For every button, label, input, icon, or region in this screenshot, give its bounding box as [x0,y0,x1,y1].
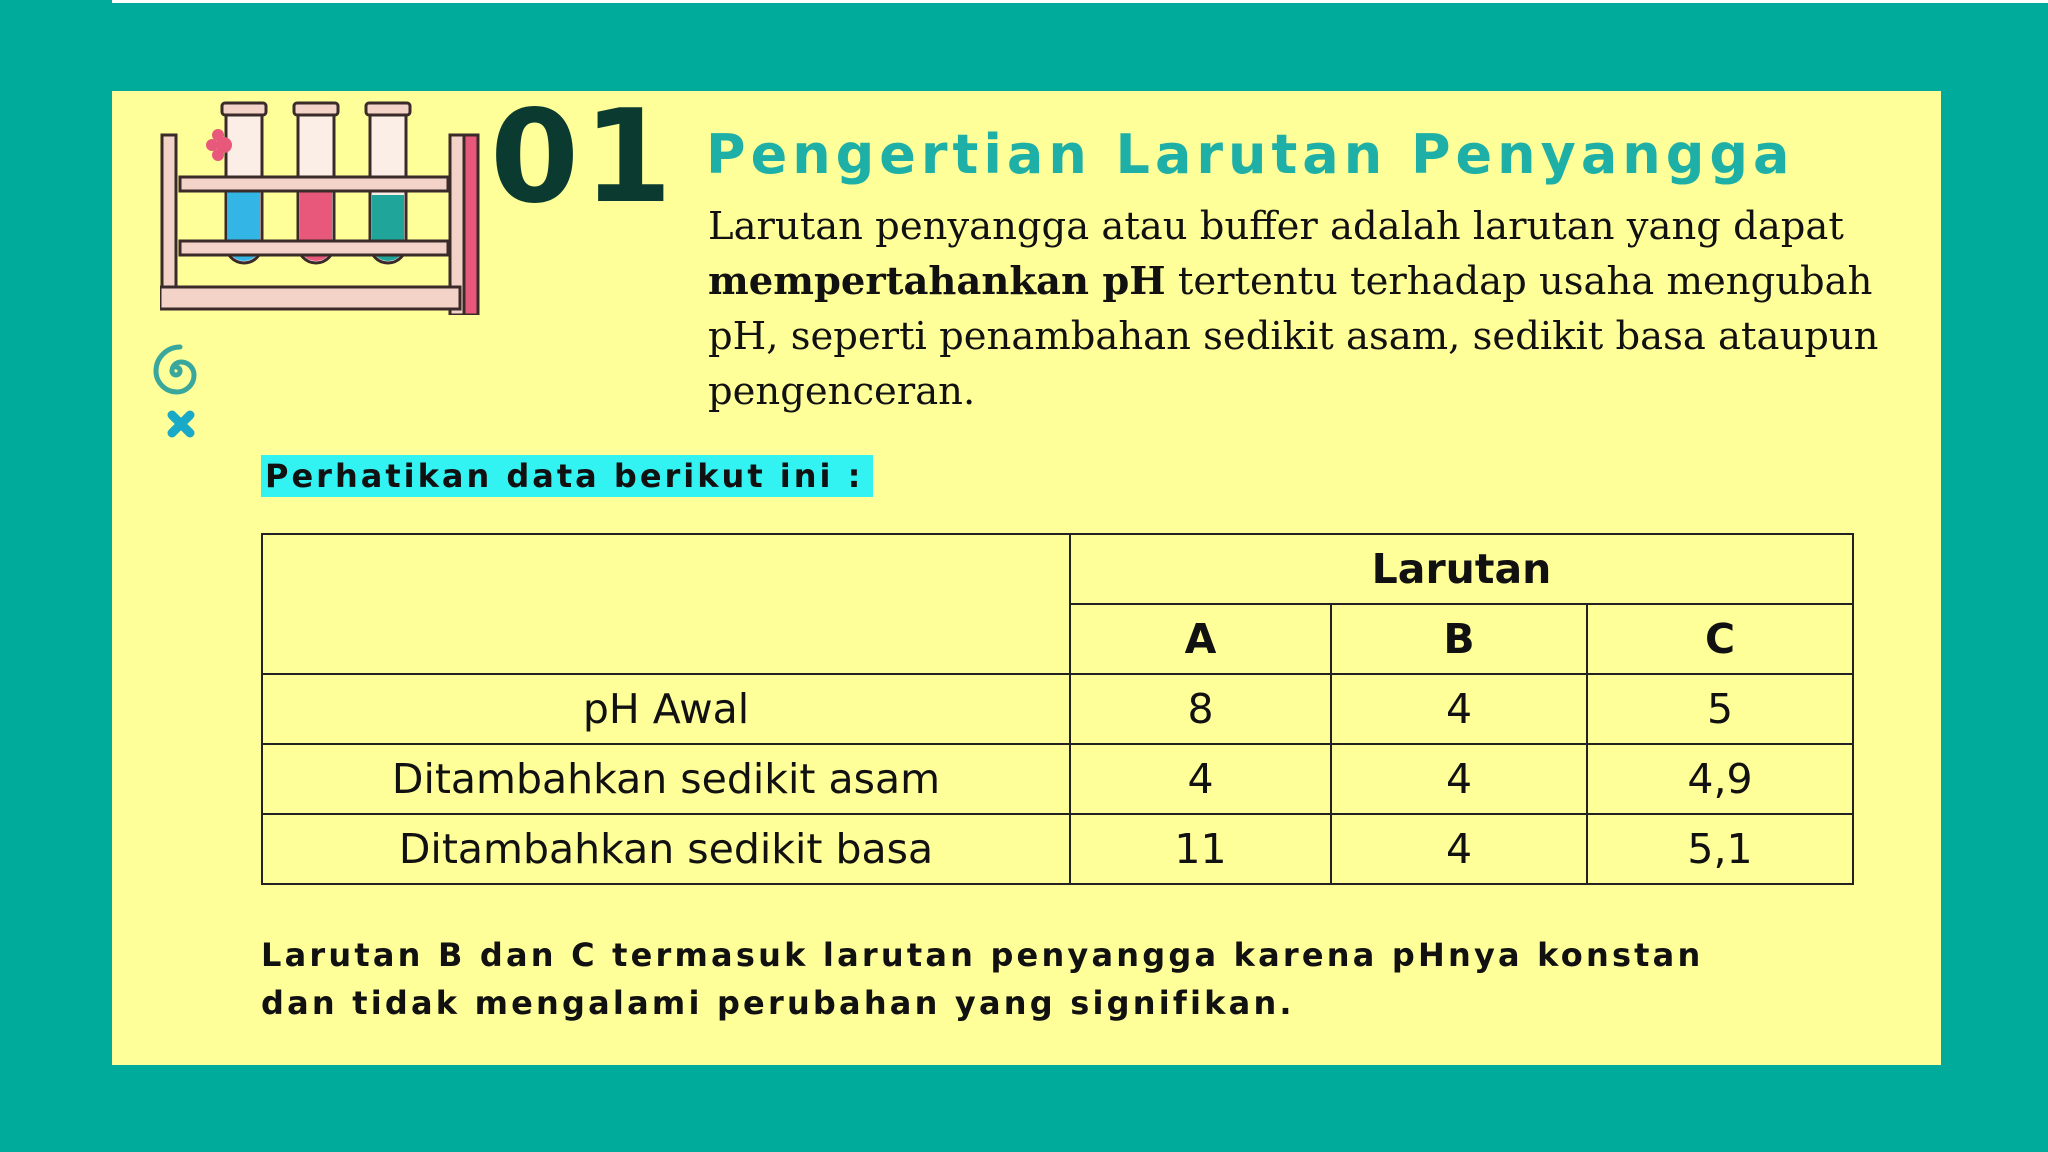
table-corner-cell [262,534,1070,674]
conclusion-line: dan tidak mengalami perubahan yang signifikan. [261,984,1295,1022]
column-header: A [1070,604,1331,674]
row-label: Ditambahkan sedikit basa [262,814,1070,884]
instruction-highlight: Perhatikan data berikut ini : [261,455,873,497]
conclusion-text [261,931,1761,1027]
row-label: Ditambahkan sedikit asam [262,744,1070,814]
conclusion-line: Larutan B dan C termasuk larutan penyangga karena pHnya konstan [261,936,1704,974]
section-number: 01 [490,83,677,232]
column-header: C [1587,604,1853,674]
table-cell: 4 [1331,744,1587,814]
data-table [261,533,1854,885]
table-cell: 8 [1070,674,1331,744]
table-cell: 5,1 [1587,814,1853,884]
test-tube-rack-icon [160,95,480,315]
section-title: Pengertian Larutan Penyangga [706,123,1795,186]
table-row [262,744,1853,814]
definition-text-start: Larutan penyangga atau buffer adalah larutan yang dapat [708,204,1844,249]
row-label: pH Awal [262,674,1070,744]
table-header-row [262,534,1853,604]
table-cell: 11 [1070,814,1331,884]
definition-bold-term: mempertahankan pH [708,259,1166,304]
slide-card [112,83,1941,1065]
table-cell: 5 [1587,674,1853,744]
table-row [262,814,1853,884]
table-group-header: Larutan [1070,534,1853,604]
table-row [262,674,1853,744]
cross-icon [166,409,196,439]
definition-text-end: tertentu terhadap usaha mengubah pH, seperti penambahan sedikit asam, sedikit basa ataupun pengenceran. [708,259,1879,414]
column-header: B [1331,604,1587,674]
spiral-icon [146,341,206,401]
table-cell: 4 [1331,674,1587,744]
top-border-line [112,0,2048,3]
table-cell: 4 [1331,814,1587,884]
table-cell: 4 [1070,744,1331,814]
table-cell: 4,9 [1587,744,1853,814]
definition-paragraph [708,199,1888,419]
